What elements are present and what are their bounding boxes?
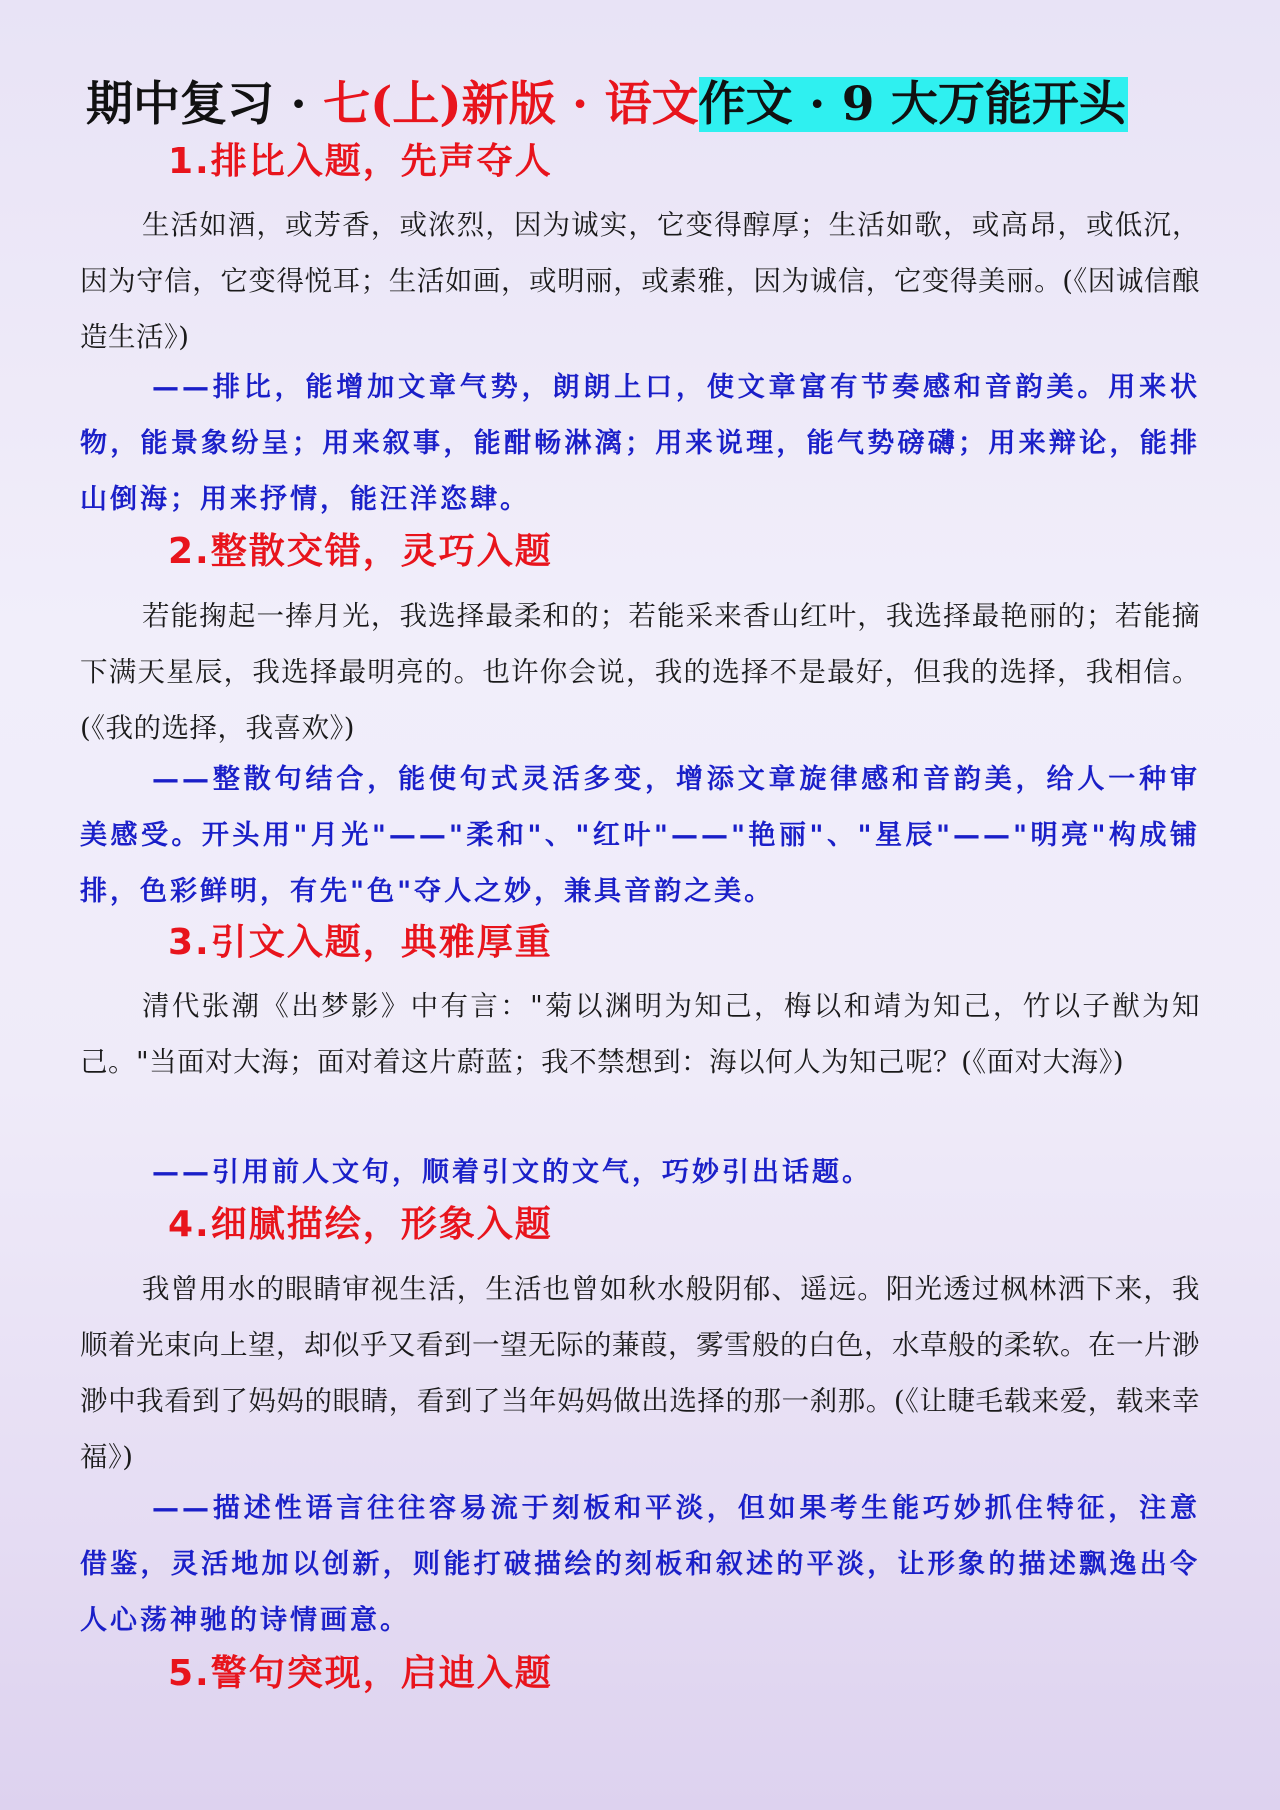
section-4-comment: ——描述性语言往往容易流于刻板和平淡，但如果考生能巧妙抓住特征，注意借鉴，灵活地加以创新，则能打破描绘的刻板和叙述的平淡，让形象的描述飘逸出令人心荡神驰的诗情画意。 [80, 1493, 1200, 1636]
title-part-topic-highlight: 作文 · 9 大万能开头 [698, 77, 1126, 132]
section-3-comment: ——引用前人文句，顺着引文的文气，巧妙引出话题。 [152, 1157, 872, 1188]
section-1-comment: ——排比，能增加文章气势，朗朗上口，使文章富有节奏感和音韵美。用来状物，能景象纷呈；用来叙事，能酣畅淋漓；用来说理，能气势磅礴；用来辩论，能排山倒海；用来抒情，能汪洋恣肆。 [80, 372, 1200, 515]
section-3-heading: 3.引文入题，典雅厚重 [168, 922, 553, 963]
section-3-example: 清代张潮《出梦影》中有言："菊以渊明为知己，梅以和靖为知己，竹以子猷为知己。"当面对大海；面对着这片蔚蓝；我不禁想到：海以何人为知己呢？(《面对大海》) [80, 990, 1200, 1078]
title-part-review: 期中复习 · [86, 77, 324, 132]
section-4-heading: 4.细腻描绘，形象入题 [168, 1204, 553, 1245]
section-1-heading: 1.排比入题，先声夺人 [168, 141, 553, 182]
section-2-heading: 2.整散交错，灵巧入题 [168, 531, 553, 572]
section-4-example: 我曾用水的眼睛审视生活，生活也曾如秋水般阴郁、遥远。阳光透过枫林洒下来，我顺着光束向上望，却似乎又看到一望无际的蒹葭，雾雪般的白色，水草般的柔软。在一片渺渺中我看到了妈妈的眼睛，看到了当年妈妈做出选择的那一刹那。(《让睫毛载来爱，载来幸福》) [80, 1273, 1200, 1473]
section-2-example: 若能掬起一捧月光，我选择最柔和的；若能采来香山红叶，我选择最艳丽的；若能摘下满天星辰，我选择最明亮的。也许你会说，我的选择不是最好，但我的选择，我相信。(《我的选择，我喜欢》) [80, 600, 1200, 744]
section-5-heading: 5.警句突现，启迪入题 [168, 1653, 553, 1694]
section-1-example: 生活如酒，或芳香，或浓烈，因为诚实，它变得醇厚；生活如歌，或高昂，或低沉，因为守信，它变得悦耳；生活如画，或明丽，或素雅，因为诚信，它变得美丽。(《因诚信酿造生活》) [80, 209, 1200, 353]
section-2-comment: ——整散句结合，能使句式灵活多变，增添文章旋律感和音韵美，给人一种审美感受。开头用"月光"——"柔和"、"红叶"——"艳丽"、"星辰"——"明亮"构成铺排，色彩鲜明，有先"色"夺人之妙，兼具音韵之美。 [80, 764, 1200, 907]
page-title [86, 72, 1128, 138]
title-part-grade-subject: 七(上)新版 · 语文 [323, 77, 699, 132]
